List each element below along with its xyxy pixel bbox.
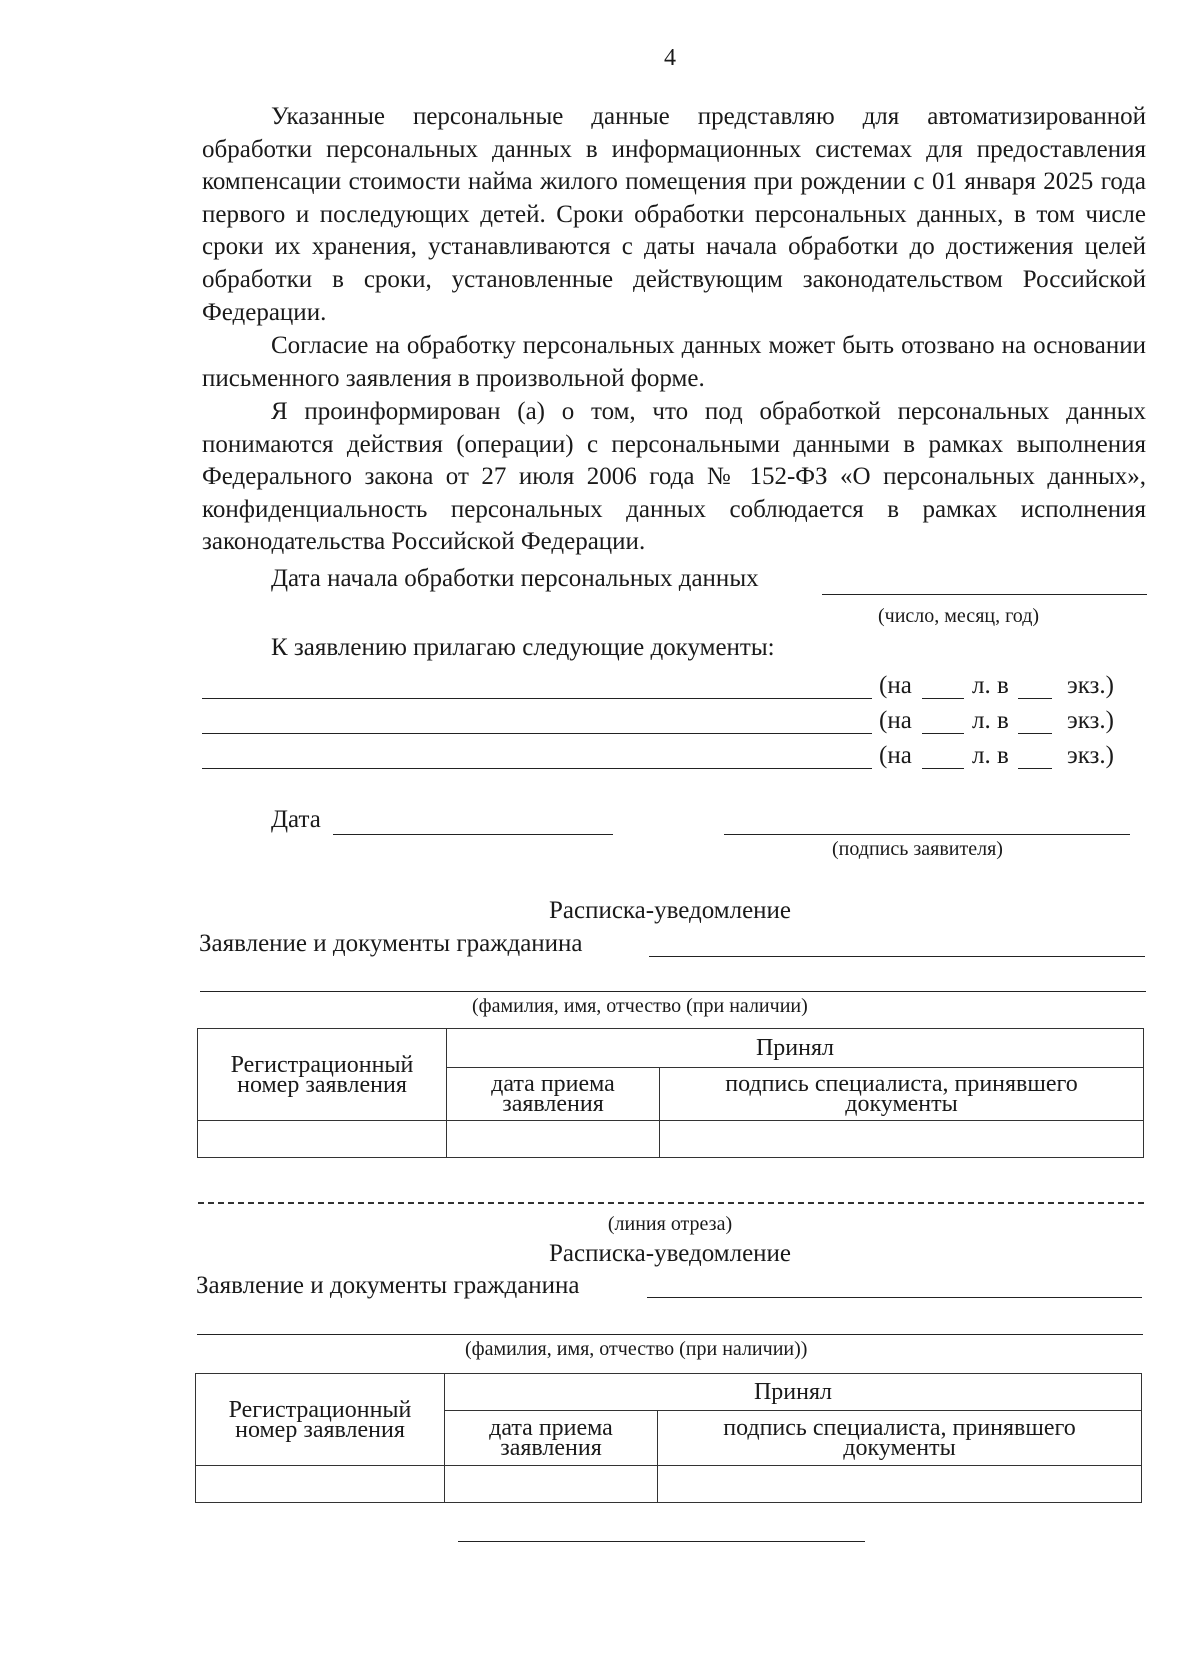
specialist-signature-header: подпись специалиста, принявшего документы [658,1411,1142,1466]
specialist-signature-cell[interactable] [660,1121,1144,1158]
citizen-label: Заявление и документы гражданина [199,930,583,957]
citizen-name-field-line-2[interactable] [197,1334,1143,1335]
consent-paragraph-3: Я проинформирован (а) о том, что под обработкой персональных данных понимаются действия (операции) с персональными данными в рамках выполнения Федерального закона от 27 июля 2006 года № 152-ФЗ «О персональных данных», конфиденциальность персональных данных соблюдается в рамках исполнения законодательства Российской Федерации. [202,398,1146,556]
pages-prefix: (на [879,742,912,769]
start-date-label: Дата начала обработки персональных данных [271,565,759,592]
start-date-hint: (число, месяц, год) [878,605,1040,627]
copies-suffix: экз.) [1067,742,1114,769]
accepted-header: Принял [447,1029,1144,1068]
end-divider [458,1541,865,1542]
attachment-row [202,742,1152,772]
start-date-field[interactable] [822,594,1147,595]
cut-line [198,1202,1144,1204]
date-received-header: дата приема заявления [445,1411,658,1466]
reg-number-cell[interactable] [196,1466,445,1503]
applicant-signature-hint: (подпись заявителя) [832,838,1003,860]
attachment-name-field[interactable] [202,698,872,699]
pages-prefix: (на [879,707,912,734]
copies-count-field[interactable] [1018,768,1052,769]
date-received-cell[interactable] [447,1121,660,1158]
attachment-row [202,672,1152,702]
citizen-name-hint: (фамилия, имя, отчество (при наличии) [472,995,808,1017]
consent-paragraph-1: Указанные персональные данные представляю для автоматизированной обработки персональных данных в информационных системах для предоставления компенсации стоимости найма жилого помещения при рождении с 01 января 2025 года первого и последующих детей. Сроки обработки персональных данных, в том числе сроки их хранения, устанавливаются с даты начала обработки до достижения целей обработки в сроки, установленные действующим законодательством Российской Федерации. [202,103,1146,326]
date-field[interactable] [333,834,613,835]
specialist-signature-cell[interactable] [658,1466,1142,1503]
copies-count-field[interactable] [1018,733,1052,734]
specialist-signature-header: подпись специалиста, принявшего документы [660,1068,1144,1121]
reg-number-cell[interactable] [198,1121,447,1158]
reg-number-header: Регистрационный номер заявления [196,1374,445,1466]
copies-count-field[interactable] [1018,698,1052,699]
attachment-name-field[interactable] [202,733,872,734]
citizen-name-field[interactable] [647,1297,1142,1298]
accepted-header: Принял [445,1374,1142,1411]
citizen-name-field[interactable] [649,956,1145,957]
consent-paragraph-2: Согласие на обработку персональных данных может быть отозвано на основании письменного заявления в произвольной форме. [202,332,1146,392]
copies-suffix: экз.) [1067,707,1114,734]
date-received-header: дата приема заявления [447,1068,660,1121]
copies-prefix: л. в [972,707,1009,734]
copies-suffix: экз.) [1067,672,1114,699]
pages-count-field[interactable] [922,768,964,769]
receipt-title: Расписка-уведомление [548,897,792,924]
receipt-table [197,1028,1144,1158]
citizen-name-field-line-2[interactable] [200,991,1146,992]
attachment-name-field[interactable] [202,768,872,769]
page-number: 4 [664,45,676,71]
receipt-title: Расписка-уведомление [548,1240,792,1267]
copies-prefix: л. в [972,672,1009,699]
pages-count-field[interactable] [922,698,964,699]
cut-line-label: (линия отреза) [607,1213,733,1235]
citizen-label: Заявление и документы гражданина [196,1272,580,1299]
applicant-signature-field[interactable] [724,834,1130,835]
date-label: Дата [271,806,321,833]
date-received-cell[interactable] [445,1466,658,1503]
receipt-table [195,1373,1142,1503]
pages-count-field[interactable] [922,733,964,734]
copies-prefix: л. в [972,742,1009,769]
citizen-name-hint: (фамилия, имя, отчество (при наличии)) [465,1338,808,1360]
attachments-label: К заявлению прилагаю следующие документы: [271,634,775,661]
reg-number-header: Регистрационный номер заявления [198,1029,447,1121]
attachment-row [202,707,1152,737]
pages-prefix: (на [879,672,912,699]
